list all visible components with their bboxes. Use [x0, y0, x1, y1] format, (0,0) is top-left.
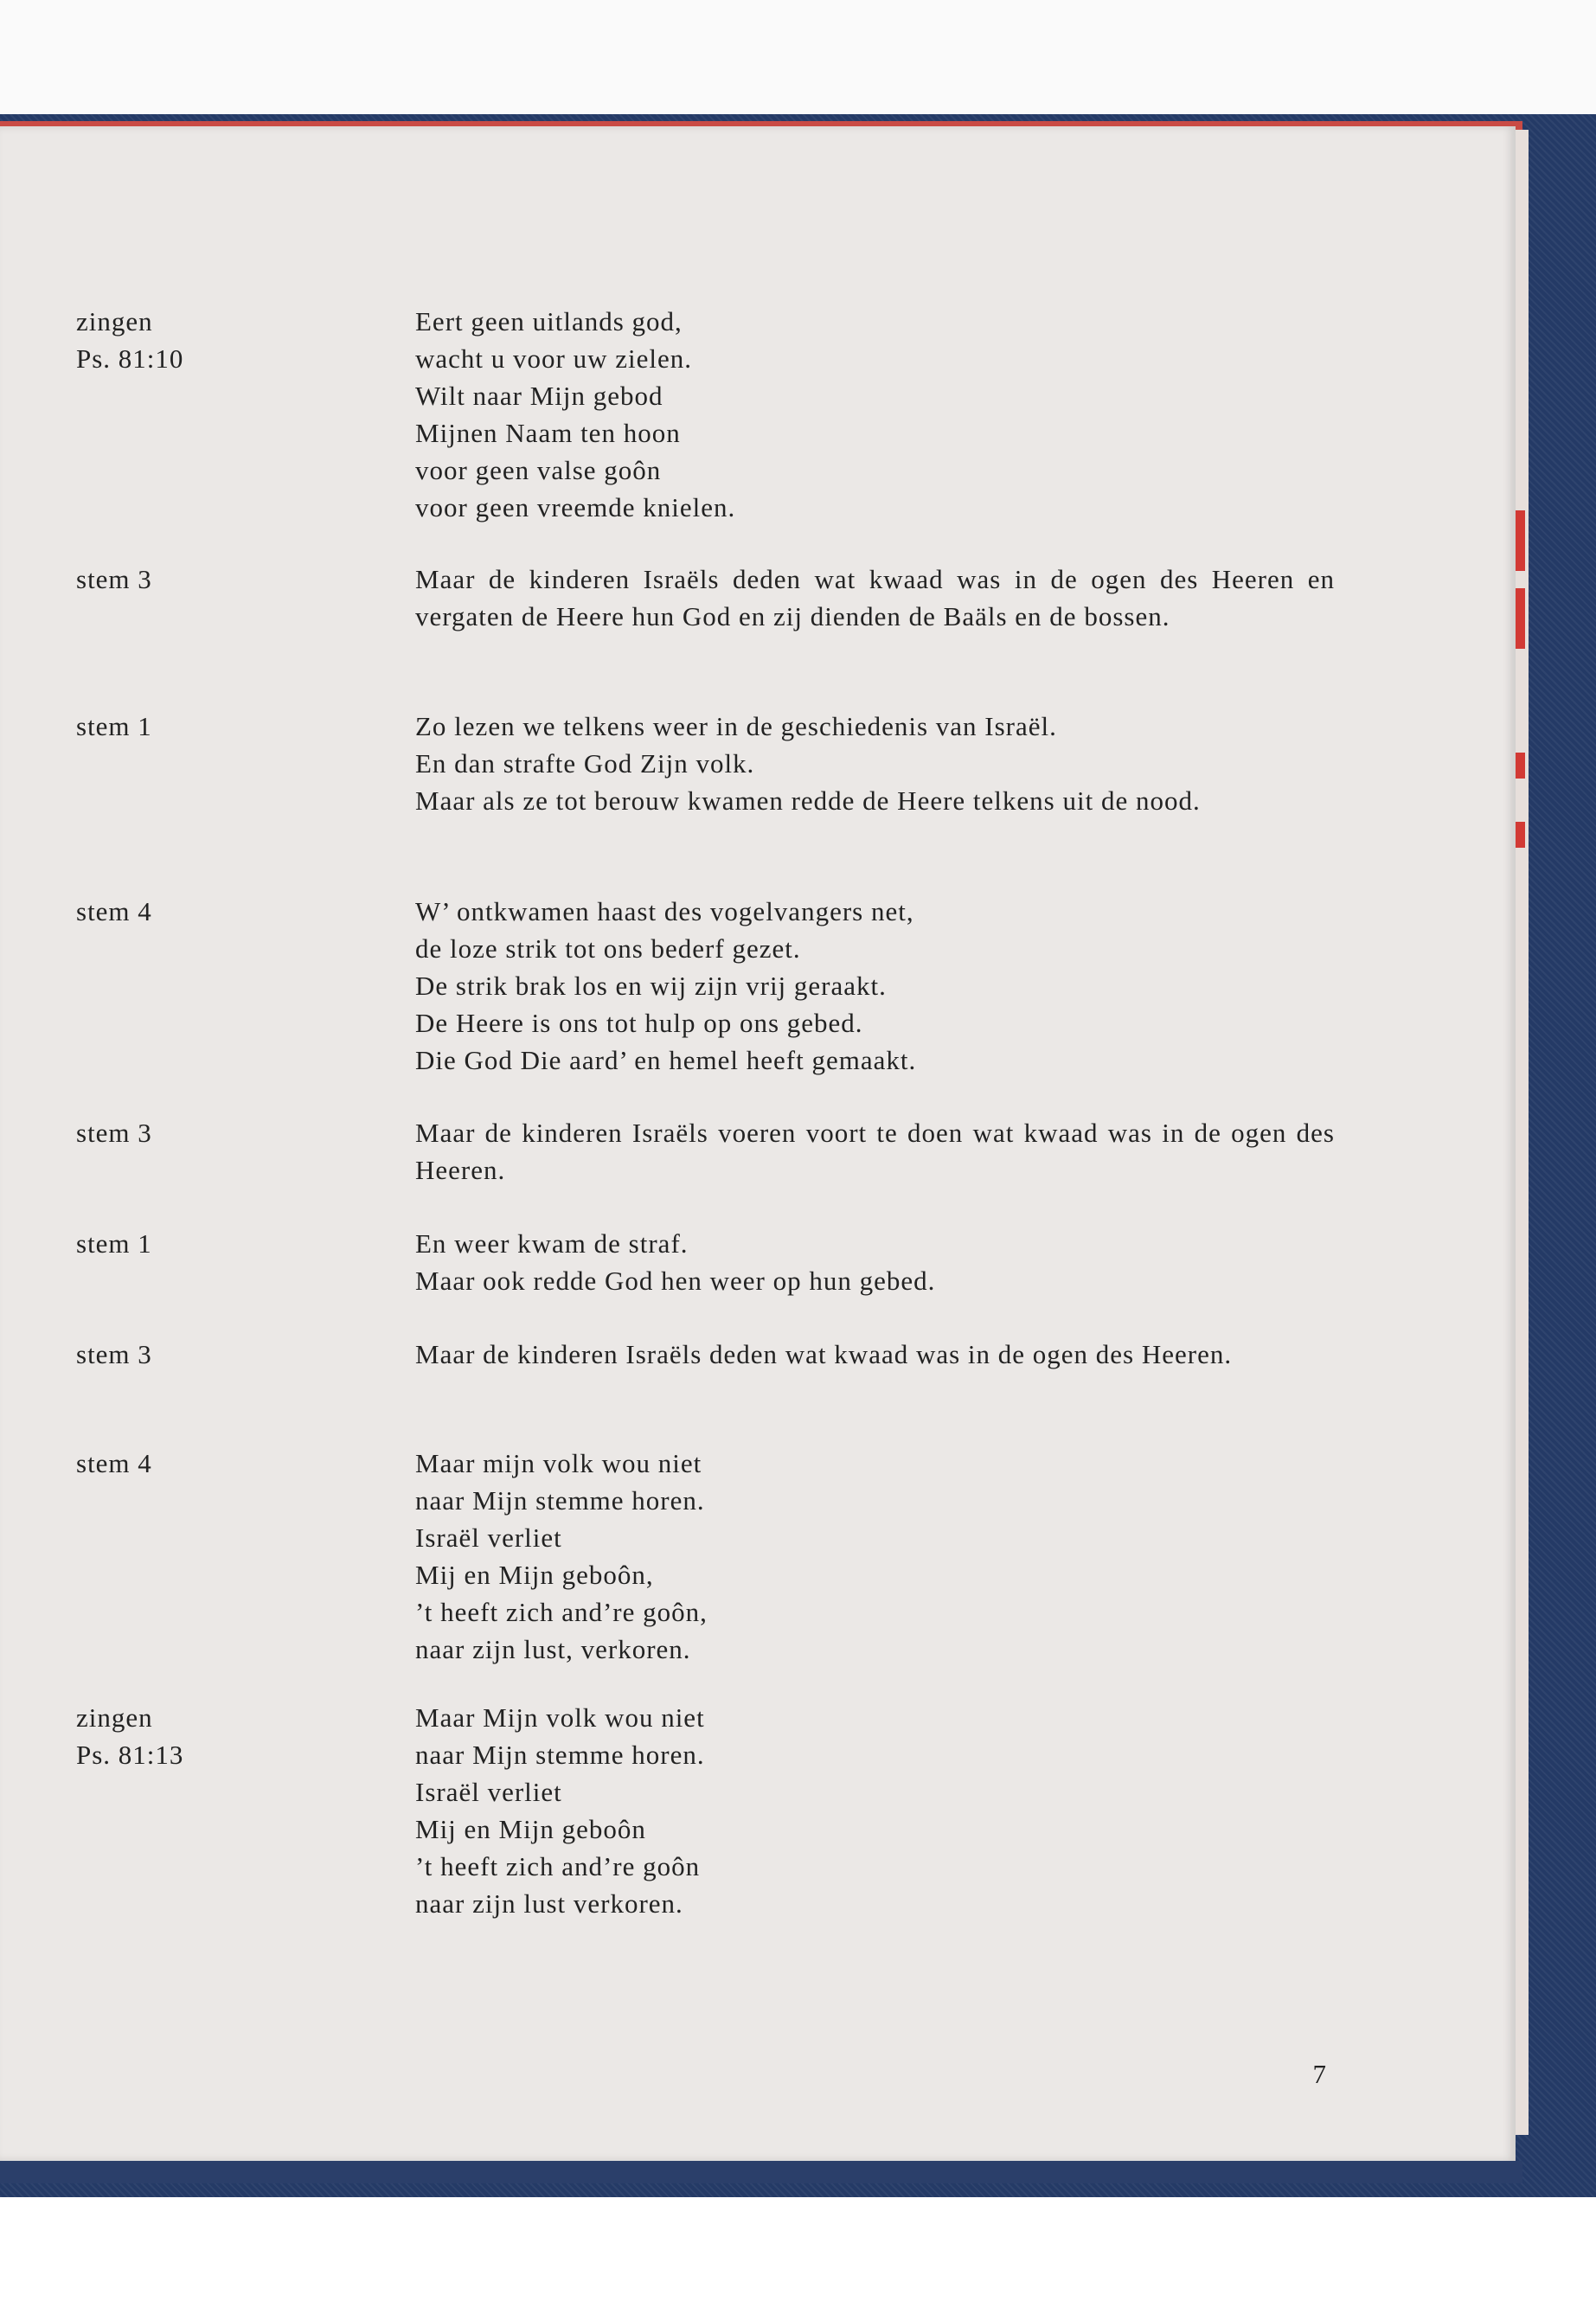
speaker-label: zingen Ps. 81:10: [76, 306, 184, 374]
block-text: Maar mijn volk wou niet naar Mijn stemme horen. Israël verliet Mij en Mijn geboôn, ’t heeft zich and’re goôn, naar zijn lust, verkoren.: [415, 1448, 708, 1664]
scan-background-top: [0, 0, 1596, 114]
block-text: En weer kwam de straf. Maar ook redde God hen weer op hun gebed.: [415, 1228, 936, 1296]
block-text: Maar de kinderen Israëls deden wat kwaad was in de ogen des Heeren en vergaten de Heere hun God en zij dienden de Baäls en de bossen.: [415, 564, 1335, 631]
speaker-label: zingen Ps. 81:13: [76, 1702, 184, 1770]
block-text: Eert geen uitlands god, wacht u voor uw zielen. Wilt naar Mijn gebod Mijnen Naam ten hoon voor geen valse goôn voor geen vreemde knielen.: [415, 306, 736, 522]
scan-background-bottom: [0, 2197, 1596, 2301]
speaker-label: stem 4: [76, 896, 152, 926]
block-text: Maar de kinderen Israëls deden wat kwaad was in de ogen des Heeren.: [415, 1339, 1233, 1369]
book-bottom-edge: [0, 2161, 1522, 2183]
block-text: Maar Mijn volk wou niet naar Mijn stemme horen. Israël verliet Mij en Mijn geboôn ’t heeft zich and’re goôn naar zijn lust verkoren.: [415, 1702, 705, 1919]
edge-tab-mark: [1515, 753, 1525, 779]
block-text: Zo lezen we telkens weer in de geschiedenis van Israël. En dan strafte God Zijn volk. Maar als ze tot berouw kwamen redde de Heere telkens uit de nood.: [415, 711, 1201, 816]
speaker-label: stem 3: [76, 1118, 152, 1148]
speaker-label: stem 3: [76, 1339, 152, 1369]
edge-tab-mark: [1515, 510, 1525, 571]
speaker-label: stem 1: [76, 1228, 152, 1259]
speaker-label: stem 3: [76, 564, 152, 594]
speaker-label: stem 1: [76, 711, 152, 741]
edge-tab-mark: [1515, 588, 1525, 649]
document-page: [0, 126, 1516, 2161]
block-text: W’ ontkwamen haast des vogelvangers net, de loze strik tot ons bederf gezet. De strik brak los en wij zijn vrij geraakt. De Heere is ons tot hulp op ons gebed. Die God Die aard’ en hemel heeft gemaakt.: [415, 896, 917, 1075]
page-number: 7: [1312, 2059, 1327, 2089]
speaker-label: stem 4: [76, 1448, 152, 1478]
edge-tab-mark: [1515, 822, 1525, 848]
block-text: Maar de kinderen Israëls voeren voort te doen wat kwaad was in de ogen des Heeren.: [415, 1118, 1335, 1185]
